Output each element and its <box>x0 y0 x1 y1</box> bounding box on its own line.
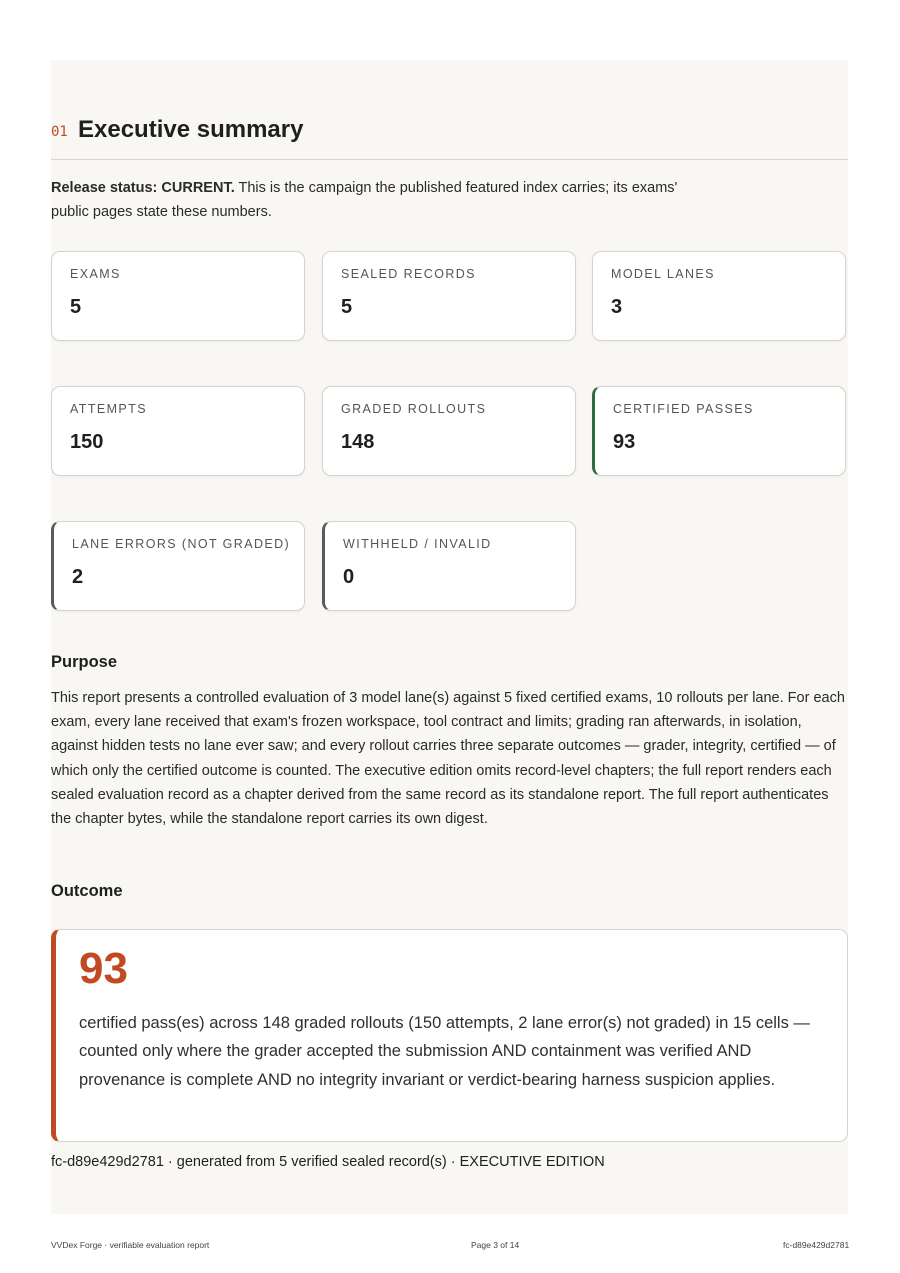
stat-value: 0 <box>343 566 355 588</box>
outcome-certified-count: 93 <box>79 944 128 993</box>
section-number: 01 <box>51 124 68 140</box>
section-header <box>51 116 848 160</box>
stat-value: 148 <box>341 431 375 453</box>
page-footer-right: fc-d89e429d2781 <box>783 1240 850 1250</box>
report-page <box>51 60 848 1214</box>
stat-label: MODEL LANES <box>611 267 715 281</box>
stat-value: 93 <box>613 431 636 453</box>
stat-value: 2 <box>72 566 84 588</box>
stat-label: EXAMS <box>70 267 121 281</box>
stat-value: 5 <box>341 296 353 318</box>
page-footer-left: VVDex Forge · verifiable evaluation report <box>51 1240 210 1250</box>
stat-card-sealed-records <box>322 251 576 341</box>
page-number: Page 3 of 14 <box>471 1240 520 1250</box>
outcome-card <box>51 929 848 1142</box>
stat-card-lane-errors <box>51 521 305 611</box>
stat-label: ATTEMPTS <box>70 402 147 416</box>
stat-card-model-lanes <box>592 251 846 341</box>
stat-value: 5 <box>70 296 82 318</box>
outcome-description: certified pass(es) across 148 graded rollouts (150 attempts, 2 lane error(s) not graded) in 15 cells — counted only where the grader accepted the submission AND containment was verified AND provenance is complete AND no integrity invariant or verdict-bearing harness suspicion applies. <box>79 1014 810 1089</box>
stat-label: WITHHELD / INVALID <box>343 537 492 551</box>
section-title: Executive summary <box>78 116 304 143</box>
outcome-heading: Outcome <box>51 882 123 900</box>
stat-card-certified-passes <box>592 386 846 476</box>
stat-label: GRADED ROLLOUTS <box>341 402 487 416</box>
stat-card-attempts <box>51 386 305 476</box>
stat-label: SEALED RECORDS <box>341 267 476 281</box>
stat-value: 3 <box>611 296 623 318</box>
stat-label: LANE ERRORS (NOT GRADED) <box>72 537 291 551</box>
release-status <box>51 176 691 224</box>
campaign-footline: fc-d89e429d2781 · generated from 5 verified sealed record(s) · EXECUTIVE EDITION <box>51 1154 605 1170</box>
purpose-heading: Purpose <box>51 653 118 671</box>
stat-label: CERTIFIED PASSES <box>613 402 754 416</box>
stat-card-withheld-invalid <box>322 521 576 611</box>
stat-card-graded-rollouts <box>322 386 576 476</box>
release-status-label: Release status: CURRENT. <box>51 180 235 196</box>
stat-card-exams <box>51 251 305 341</box>
stat-value: 150 <box>70 431 104 453</box>
purpose-text: This report presents a controlled evaluation of 3 model lane(s) against 5 fixed certified exams, 10 rollouts per lane. For each exam, every lane received that exam's frozen workspace, tool contract and limits; grading ran afterwards, in isolation, against hidden tests no lane ever saw; and every rollout carries three separate outcomes — grader, integrity, certified — of which only the certified outcome is counted. The executive edition omits record-level chapters; the full report renders each sealed evaluation record as a chapter derived from the same record as its standalone report. The full report authenticates the chapter bytes, while the standalone report carries its own digest. <box>51 690 845 828</box>
release-status-text: This is the campaign the published featured index carries; its exams' public pages state these numbers. <box>51 180 678 220</box>
